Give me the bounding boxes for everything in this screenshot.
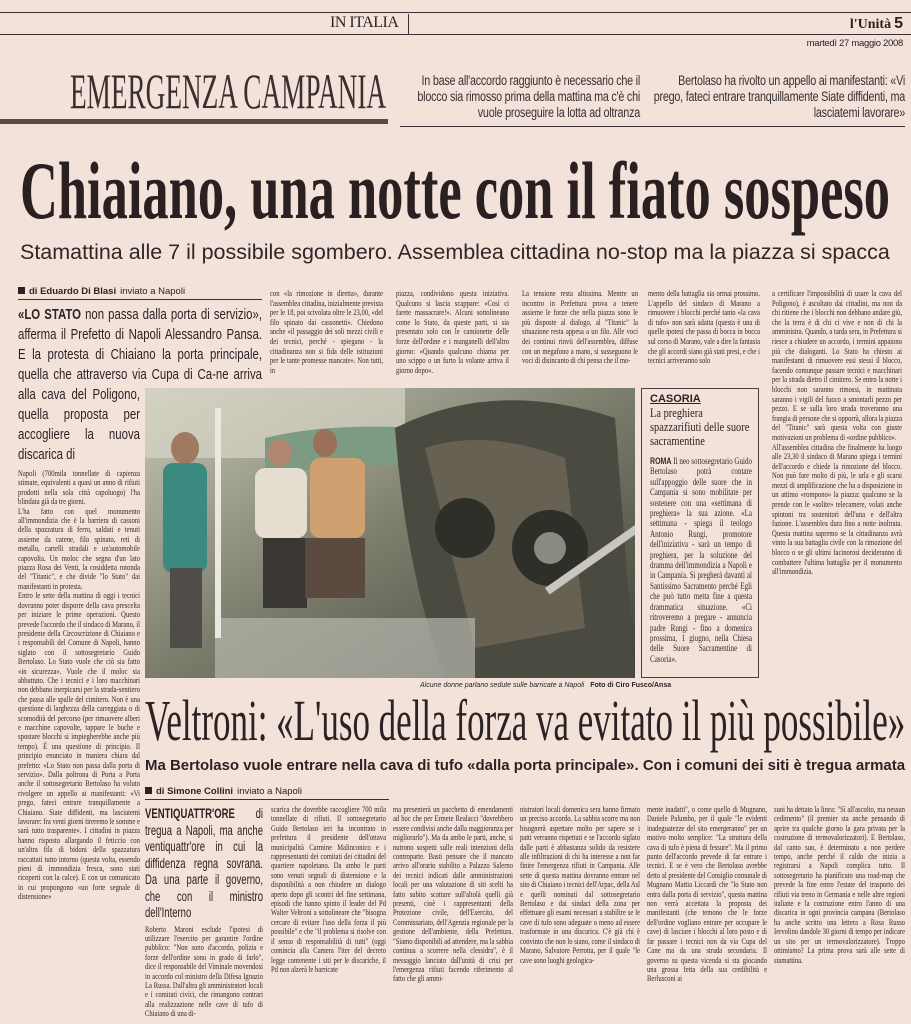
author-name: Eduardo Di Blasi (40, 286, 117, 297)
bullet-square-icon (18, 287, 25, 294)
author-role: inviato a Napoli (237, 786, 303, 797)
sidebar-text: Il neo sottosegretario Guido Bertolaso potrà contare sull'appoggio delle suore che in Campania si sono mobilitate per sostenere con una «settimana di preghiera» la sua azione. «La settimana - spiega il teologo Antonio Rungi, promotore dell'iniziativa - sarà un tempo di preghiera, per la soluzione del dramma dell'immondizia a Napoli e in Campania. Si pregherà davanti al Santissimo Sacramento perché Egli che può tutto metta fine a questa drammatica situazione. «Ci ritroveremo a pregare - annuncia padre Rungi - fino a domenica prossima, 1 giugno, nella Chiesa delle Suore Sacramentine di Casoria». (650, 457, 752, 665)
second-headline (145, 688, 911, 753)
header-rule (0, 34, 911, 35)
article-column (270, 289, 383, 375)
paragraph: a certificare l'impossibilità di usare la cava del Poligono), è ascoltato dai cittadini, ma non da chi ritiene che i blocchi non debbano andare giù, che la terra è di chi ci vive e non di chi la amministra. Quando, a tarda sera, in Prefettura si riesce a chiudere un accordo, i termini appaiono più che dialoganti. Lo Stato ha chiesto ai manifestanti di rimuovere essi stessi il blocco, facendo comunque passare tecnici e macchinari per la strada dietro il cimitero. Se entro la notte i blocchi non saranno rimossi, in mattinata saranno i vigili del fuoco a smontarli pezzo per pezzo. E se sulla loro strada troveranno una frangia di persone che si opporrà, allora la piazza del "Titanic" sarà questa volta con giuste motivazioni un problema di «ordine pubblico». (772, 288, 902, 442)
bullet-square-icon (145, 787, 152, 794)
article-column (522, 289, 638, 366)
main-headline-text: Chiaiano, una notte con il fiato sospeso (20, 145, 891, 236)
sidebar-body (650, 456, 752, 665)
column-text: Roberto Maroni esclude l'ipotesi di utilizzare l'esercito per garantire l'ordine pubblico: "Non sono d'accordo, polizia e forze dell'ordine sono in grado di farlo", dice il responsabile del Viminale movendosi in accordo col ministro della Difesa Ignazio La Russa. Dall'altra gli amministratori locali e i comitati civici, che rimangono contrari alla realizzazione nelle cave di tufo di Chiaiano di una di- (145, 923, 263, 1019)
lead-paragraph-2 (145, 805, 263, 921)
sidebar-title-text: La preghiera spazzarifiuti delle suore sacramentine (650, 405, 750, 448)
author-name: Simone Collini (167, 786, 234, 797)
byline-prefix: di (156, 786, 165, 797)
section-divider (408, 14, 409, 34)
section-header (0, 14, 911, 34)
deck-bertolaso-text: Bertolaso ha rivolto un appello ai manifestanti: «Vi prego, fateci entrare tranquillamente Siate diffidenti, ma lasciatemi lavorare» (653, 73, 905, 120)
article-column (271, 805, 386, 974)
paragraph: L'ha fatto con quel monumento all'immondizia che è la barriera di cassoni della spazzatura di ferro, saldati e tenuti assieme da catene, filo spinato, reti di metallo, cartelli stradali e un'automobile capovolta. Un moloc che segna d'un lato piazza Rosa dei Venti, la cosiddetta rotonda del "Titanic", e che divide "lo Stato" dai manifestanti in protesta. (18, 505, 141, 591)
barricade-photo-illustration (145, 388, 635, 678)
lead-text: di tregua a Napoli, ma anche ventiquattr'ore in cui la diffidenza regna sovrana. Da una parte il governo, che con il ministro dell'Interno (145, 805, 263, 920)
column-text: piazza, condividono questa iniziativa. Qualcuno si lascia scappare: «Così ci farete massacrare!». Alcuni sottolineano come lo Stato, da queste parti, si sia presentato solo con le camionette delle forze dell'ordine e i manganelli dell'altro giorno: «Quando qualcuno chiama per uno scippo o un furto la volante arriva il giorno dopo». (396, 288, 509, 375)
column-text: La tensione resta altissima. Mentre un incontro in Prefettura prova a tenere assieme le forze che nella piazza sono le più disposte al dialogo, al "Titanic" la situazione resta appesa a un filo. Alle voci dei continui rinvii dell'assemblea, diffuse con un megafono a mano, si susseguono le voci di disincanto di chi pensa che il mo- (522, 288, 638, 366)
lead-bold: «LO STATO (18, 306, 81, 323)
main-headline (20, 145, 911, 236)
column-text: mente inadatti", o come quello di Mugnano, Daniele Palumbo, per il quale "le evidenti inadeguatezze del sito emergeranno" per un motivo molto semplice: "La struttura della cava di tufo è piena di fessure". Ma il primo punto dell'accordo prevede di far entrare i tecnici. E se è vero che Bertolaso avrebbe detto al presidente del Consiglio comunale di Mugnano Mattia Liccardi che "lo Stato non entra dalla porta di servizio", questa mattina non verrà accettata la proposta dei manifestanti (che temono che le forze dell'ordine vogliano entrare per occupare le cave) di lasciare i blocchi al loro posto e di far passare i tecnici non da via Cupa del Cane ma da una strada secondaria. Il governo su questa vicenda si sta giocando una grossa fetta della sua credibilità e Berlusconi ai (647, 804, 767, 984)
sidebar-box-casoria (641, 388, 759, 678)
byline-rule-2 (145, 799, 389, 800)
article2-lead-column (145, 805, 263, 1019)
newspaper-name: l'Unità (849, 17, 892, 32)
kicker-text: EMERGENZA CAMPANIA (70, 63, 387, 119)
sidebar-title (650, 406, 752, 448)
caption-text: Alcune donne parlano sedute sulle barricate a Napoli (420, 682, 585, 689)
lead-text: non passa dalla porta di servizio», afferma il Prefetto di Napoli Alessandro Pansa. E la protesta di Chiaiano la porta principale, quella che attraverso via Cupa di Ca- (18, 306, 262, 383)
column-text: nistratori locali domenica sera hanno firmato un preciso accordo. La sabbia scorre ma non bisognerà aspettare molto per sapere se i patti verranno rispettati e se l'accordo siglato dalle parti è abbastanza solido da resistere alle infiltrazioni di chi ha interesse a non far finire l'emergenza rifiuti in Campania. Alle sette di questa mattina dovranno entrare nel sito di Chiaiano i tecnici dell'Arpac, della Asl e quelli nominati dal sottosegretario Bertolaso e dai sindaci della zona per effettuare gli esami necessari a stabilire se le cave di tufo sono adeguate o meno ad essere trasformate in una discarica. C'è già chi è convinto che non lo siano, come il sindaco di Marano, Salvatore Perrotta, per il quale "le cave sono luoghi geologica- (520, 804, 640, 965)
author-role: inviato a Napoli (120, 286, 186, 297)
deck-accordo (400, 73, 640, 121)
dateline: ROMA (650, 455, 672, 466)
sidebar-body-inner (650, 456, 752, 665)
byline-prefix: di (29, 286, 38, 297)
article-column (393, 805, 513, 984)
masthead (850, 15, 903, 33)
second-headline-text: Veltroni: «L'uso della forza va evitato il più possibile» (145, 688, 906, 753)
deck-rule (400, 126, 905, 127)
paragraph: Entro le sette della mattina di oggi i tecnici dovranno poter disporre della cava prescelta per iniziare le prime operazioni. Questo prevede l'accordo che il sindaco di Marano, il presidente della Circoscrizione di Chiaiano e i responsabili del Comune di Napoli, hanno siglato con il sottosegretario Guido Bertolaso. Lo Stato vuole che ciò sia fatto «in sicurezza». Vuole che il moloc sia abbattuto. Che i tecnici e i loro macchinari non debbano inerpicarsi per la strada-sentiero che passa alle spalle del cimitero. Non è una questione di larghezza della carreggiata o di scomodità del percorso (per rimuovere alberi e macchine capovolte, tappare le buche e spostare blocchi si impiegherebbe anche più tempo). È una questione di principio. Il principio enunciato in maniera chiara dal prefetto: «Lo Stato non passa dalla porta di servizio». Dalla poltrona di Porta a Porta anche il sottosegretario Bertolaso ha voluto rivolgere un appello ai manifestanti: «Vi prego, fateci entrare tranquillamente a Chiaiano. Siate diffidenti, ma lasciatemi lavorare: fra venti giorni tireremo le somme e sarà tutto trasparente». I cittadini in piazza hanno risposto allargando il feticcio con un'altra fila di bidoni della spazzatura raccattati tutto intorno (questa volta, essendo pieni di immondizia fresca, sono stati ricoperti con la calce). E con un comunicato in cui propongono «un forte segnale di distensione» (18, 590, 141, 902)
section-label: IN ITALIA (330, 14, 399, 31)
paragraph: Napoli (700mila tonnellate di capienza stimate, equivalenti a quasi un anno di rifiuti prodotti nella sola città capoluogo) l'ha blindata già da tre giorni. (18, 468, 141, 507)
article-column (648, 289, 760, 366)
main-subheadline (20, 241, 890, 265)
column-text: con «la rimozione in diretta», durante l'assemblea cittadina, inizialmente prevista per le 18, poi scivolata oltre le 23,00, «del filo spinato dai cassonetti». Chiedono anche «il passaggio dei soli mezzi civili e dei tecnici, perché - spiegano - la cittadinanza non si fida delle istituzioni per le tante promesse mancate». Non tutti, in (270, 288, 383, 375)
photo-credit: Foto di Ciro Fusco/Ansa (590, 682, 672, 689)
article-column (145, 925, 263, 1019)
article-column (647, 805, 767, 984)
lead-continued: ne arriva alla cava del Poligono, quella proposta per accogliere la nuova discarica di (18, 366, 263, 463)
deck-bertolaso (648, 73, 905, 121)
issue-date: martedì 27 maggio 2008 (806, 38, 903, 49)
column-text (772, 289, 902, 577)
byline-2 (145, 786, 302, 797)
byline (18, 286, 185, 297)
sidebar-kicker: CASORIA (650, 393, 701, 405)
kicker-bar (0, 119, 388, 124)
lead-bold: VENTIQUATTR'ORE (145, 805, 235, 821)
lead-inner (145, 805, 263, 921)
main-subheadline-text: Stamattina alle 7 il possibile sgombero. Assemblea cittadina no-stop ma la piazza si spacca (20, 241, 890, 264)
byline-rule (18, 299, 262, 300)
column-text: scarica che dovrebbe raccogliere 700 mila tonnellate di rifiuti. Il sottosegretario Guido Bertolaso ieri ha incontrato in prefettura il presidente dell'ottava municipalità Carmine Malinconico e i rappresentanti dei comitati dei cittadini del quartiere napoletano. Da ambo le parti sono venuti segnali di distensione e la disponibilità a non chiudere un dialogo aperto dopo gli scontri del fine settimana, episodi che hanno spinto il leader del Pd Walter Veltroni a sottolineare che "bisogna cercare di evitare l'uso della forza il più possibile" e che "il problema si risolve con il senso di responsabilità di tutti" (oggi comincia alla Camera l'iter del decreto legge contenente i siti per le discariche, il Pd non alzerà le barricate (271, 804, 386, 974)
paragraph: All'assemblea cittadina che finalmente ha luogo alle 23,30 il sindaco di Marano spiega i termini dell'accordo e chiede la rimozione del blocco. Non può fare molto di più, le urla e gli scarsi mezzi di amplificazione che ha a disposizione in un attimo «rompono» la piazza: qualcuno se la prende con le «solite» telecamere, volati anche spintoni tra sostenitori dell'una e dell'altra fazione. L'assemblea dura fino a notte inoltrata. Questa mattina sapremo se la cittadinanza avrà vinto la sua battaglia civile con la rimozione del blocco o se gli ultimi facinorosi decideranno di combattere l'ultima battaglia per il monumento all'immondizia. (772, 441, 902, 577)
column-text: suoi ha dettato la linea: "Sì all'ascolto, ma nessun cedimento" (il premier sta anche pensando di aprire tra qualche giorno la gara privata per la costruzione di termovalorizzatori). E Bertolaso, dal canto suo, è determinato a non perdere tempo, anche perché il caldo che inizia a registrarsi a Napoli complica tutto. Il sottosegretario ha pianificato una road-map che prevede la fine entro l'estate del trasporto dei rifiuti via treno in Germania e nelle altre regioni italiane e la costruzione entro l'anno di una discarica in ogni provincia campana (Bertolaso ha anche scritto una lettera a Rosa Russo Iervolino dandole 30 giorni di tempo per indicare un sito per un termovalorizzatore). Troppo ottimismo? La prima prova sarà alle sette di stamattina. (774, 804, 905, 965)
second-subheadline (145, 757, 906, 774)
article-column (774, 805, 905, 965)
article-column (396, 289, 509, 375)
column-text: ma presenterà un pacchetto di emendamenti ad hoc che per Ermete Realacci "dovrebbero essere condivisi anche dalla maggioranza per migliorarlo"). Ma da ambo le parti, anche, si nutrono sospetti sulle reali intenzioni della controparte. Basti pensare che il mancato arrivo all'orario stabilito a Palazzo Salerno dei tecnici indicati dalle amministrazioni locali per una valutazione di siti scelti ha fatto subito scattare sull'altolà quelli già presenti, cioè i rappresentanti della Protezione civile, dell'Esercito, del Commissariato, dell'Agenzia regionale per la gestione dell'ambiente, della Prefettura. "Siamo disponibili ad attendere, ma la sabbia continua a scorrere nella clessidra", è il messaggio lanciato dall'unità di crisi per l'emergenza rifiuti facendo riferimento al fatto che gli ammi- (393, 804, 513, 984)
page-number: 5 (894, 15, 903, 32)
deck-accordo-text: In base all'accordo raggiunto è necessario che il blocco sia rimosso prima della mattina ma c'è chi vuole proseguire la lotta ad oltranza (417, 73, 640, 120)
column-text: mento della battaglia sia ormai prossimo. L'appello del sindaco di Marano a rimuovere i blocchi perché tanto «la cava di tufo» non sarà adatta (questa è una di quelle ipotesi che passa di bocca in bocca sul corso di Marano, vale a dire la fantasia che gli accordi siano già stati presi, e che i tecnici arriveranno solo (648, 288, 760, 366)
news-photo (145, 388, 635, 678)
second-subheadline-text: Ma Bertolaso vuole entrare nella cava di tufo «dalla porta principale». Con i comuni dei siti è tregua armata (145, 757, 906, 774)
article-column (520, 805, 640, 965)
top-rule (0, 12, 911, 13)
article-column-right (772, 289, 902, 577)
